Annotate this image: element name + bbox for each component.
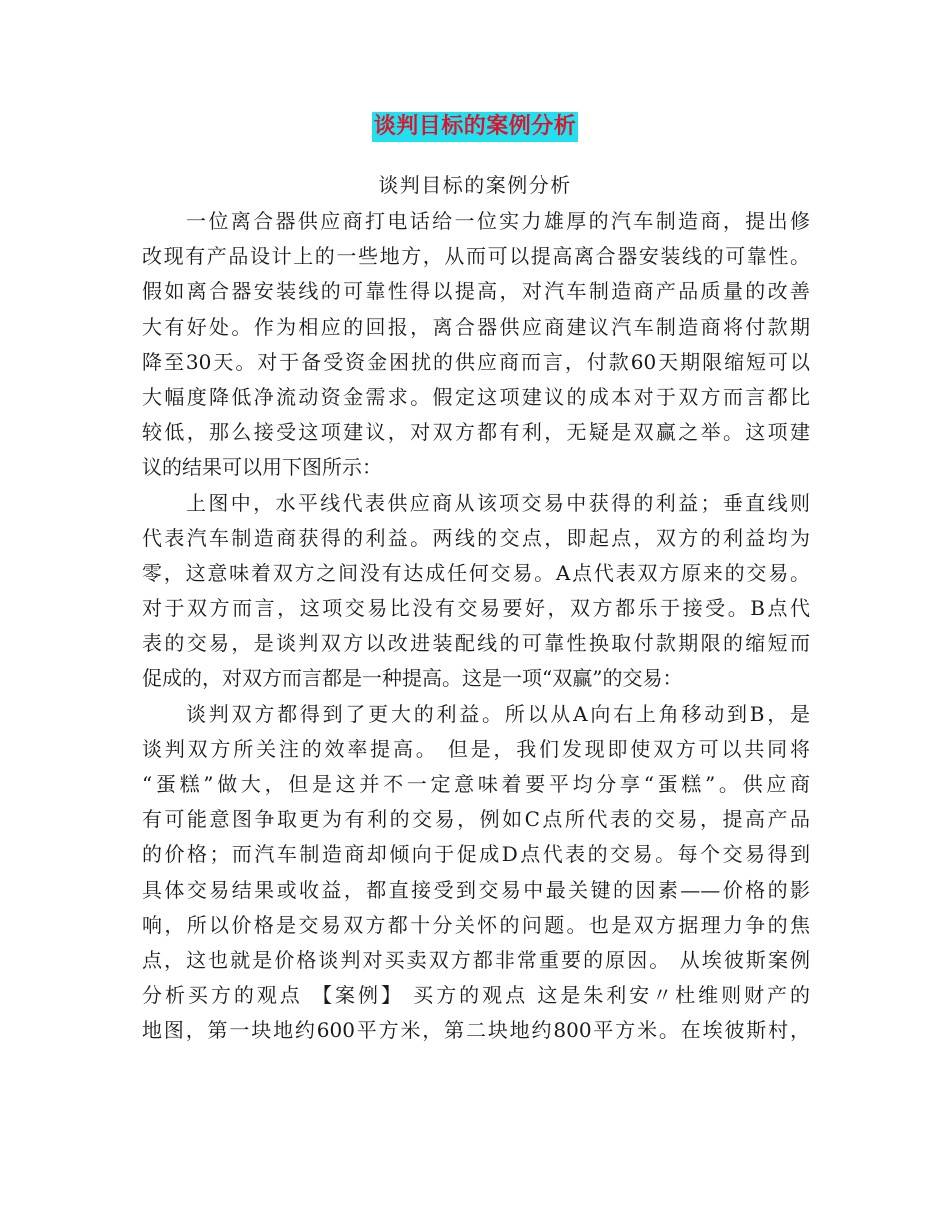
body-text bbox=[142, 204, 810, 1049]
paragraph-line: 有可能意图争取更为有利的交易，例如C点所代表的交易，提高产品 bbox=[142, 807, 810, 832]
paragraph-line: 较低，那么接受这项建议，对双方都有利，无疑是双赢之举。这项建 bbox=[142, 420, 810, 445]
paragraph-line: 分析买方的观点 【案例】 买方的观点 这是朱利安〃杜维则财产的 bbox=[142, 983, 810, 1008]
document-subtitle: 谈判目标的案例分析 bbox=[378, 173, 572, 197]
paragraph-line: 具体交易结果或收益，都直接受到交易中最关键的因素——价格的影 bbox=[142, 877, 810, 902]
paragraph-line: 对于双方而言，这项交易比没有交易要好，双方都乐于接受。B点代 bbox=[142, 596, 810, 621]
paragraph-line: 谈判双方所关注的效率提高。 但是，我们发现即使双方可以共同将 bbox=[142, 736, 810, 761]
paragraph-line: 地图，第一块地约600平方米，第二块地约800平方米。在埃彼斯村， bbox=[142, 1018, 810, 1043]
paragraph-line: 响，所以价格是交易双方都十分关怀的问题。也是双方据理力争的焦 bbox=[142, 912, 810, 937]
paragraph-line: 大有好处。作为相应的回报，离合器供应商建议汽车制造商将付款期 bbox=[142, 314, 810, 339]
title-container bbox=[0, 112, 950, 142]
paragraph-line: 降至30天。对于备受资金困扰的供应商而言，付款60天期限缩短可以 bbox=[142, 349, 810, 374]
paragraph-line: 大幅度降低净流动资金需求。假定这项建议的成本对于双方而言都比 bbox=[142, 384, 810, 409]
paragraph-line: 假如离合器安装线的可靠性得以提高，对汽车制造商产品质量的改善 bbox=[142, 279, 810, 304]
paragraph-line: 改现有产品设计上的一些地方，从而可以提高离合器安装线的可靠性。 bbox=[142, 244, 810, 269]
paragraph-line: 零，这意味着双方之间没有达成任何交易。A点代表双方原来的交易。 bbox=[142, 560, 810, 585]
document-title: 谈判目标的案例分析 bbox=[372, 112, 579, 142]
paragraph-line: 促成的，对双方而言都是一种提高。这是一项“双赢”的交易： bbox=[142, 666, 683, 691]
paragraph-line: 的价格；而汽车制造商却倾向于促成D点代表的交易。每个交易得到 bbox=[142, 842, 810, 867]
paragraph-line: 表的交易，是谈判双方以改进装配线的可靠性换取付款期限的缩短而 bbox=[142, 631, 810, 656]
paragraph-line: 一位离合器供应商打电话给一位实力雄厚的汽车制造商，提出修 bbox=[186, 209, 810, 233]
paragraph-line: “蛋糕”做大，但是这并不一定意味着要平均分享“蛋糕”。供应商 bbox=[142, 772, 810, 796]
paragraph-line: 谈判双方都得到了更大的利益。所以从A向右上角移动到B，是 bbox=[186, 701, 810, 726]
paragraph-line: 上图中，水平线代表供应商从该项交易中获得的利益；垂直线则 bbox=[186, 490, 810, 515]
paragraph-line: 代表汽车制造商获得的利益。两线的交点，即起点，双方的利益均为 bbox=[142, 525, 810, 550]
paragraph-line: 点，这也就是价格谈判对买卖双方都非常重要的原因。 从埃彼斯案例 bbox=[142, 947, 810, 972]
paragraph-line: 议的结果可以用下图所示： bbox=[142, 455, 382, 480]
